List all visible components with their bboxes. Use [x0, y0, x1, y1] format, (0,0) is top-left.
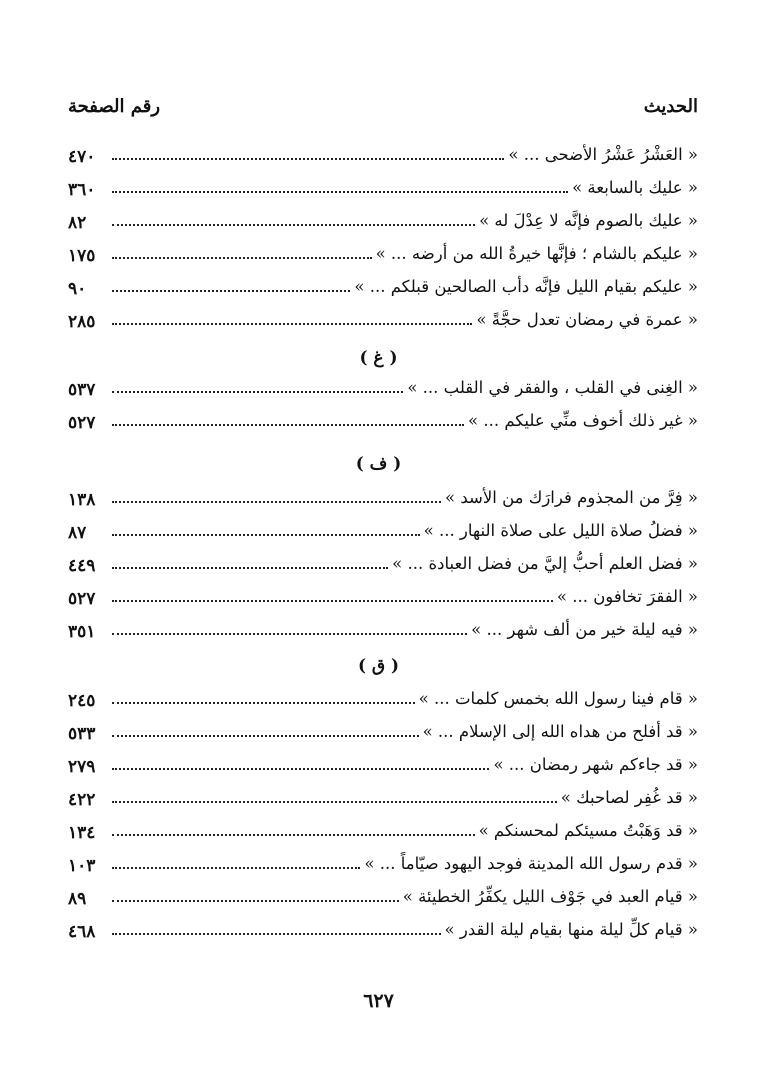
hadith-text: « عمرة في رمضان تعدل حجَّةً »: [476, 310, 698, 329]
entry-page-number: ٣٦٠: [68, 180, 96, 200]
index-entry: [68, 376, 698, 409]
entry-page-number: ١٣٨: [68, 490, 96, 510]
entry-page-number: ٣٥١: [68, 622, 96, 642]
index-entry: [68, 786, 698, 819]
hadith-text: « قد أفلح من هداه الله إلى الإسلام ... »: [422, 722, 698, 741]
dot-leader: [112, 158, 504, 160]
index-entry: [68, 852, 698, 885]
dot-leader: [112, 633, 467, 635]
index-entry: [68, 242, 698, 275]
hadith-text: « فِرَّ من المجذوم فرارَك من الأسد »: [445, 488, 698, 507]
hadith-text: « قدم رسول الله المدينة فوجد اليهود صيّاماً ... »: [364, 854, 698, 873]
hadith-column-heading: الحديث: [643, 96, 698, 117]
entry-page-number: ٥٣٧: [68, 380, 96, 400]
index-section-fa: [68, 486, 698, 651]
index-section-ghain: [68, 376, 698, 442]
dot-leader: [112, 867, 360, 869]
index-entry: [68, 618, 698, 651]
dot-leader: [112, 567, 388, 569]
index-entry: [68, 819, 698, 852]
hadith-text: « فيه ليلة خير من ألف شهر ... »: [471, 620, 698, 639]
hadith-text: « فضل العلم أحبُّ إليَّ من فضل العبادة ... »: [392, 554, 698, 573]
hadith-text: « فضلُ صلاة الليل على صلاة النهار ... »: [423, 521, 698, 540]
dot-leader: [112, 534, 420, 536]
section-letter-ghain: ( غ ): [359, 348, 398, 368]
hadith-text: « قيام كلِّ ليلة منها بقيام ليلة القدر »: [444, 920, 698, 939]
hadith-text: « قام فينا رسول الله بخمس كلمات ... »: [418, 689, 698, 708]
index-entry: [68, 885, 698, 918]
hadith-text: « عليك بالسابعة »: [572, 178, 698, 197]
entry-page-number: ٩٠: [68, 279, 87, 299]
dot-leader: [112, 600, 553, 602]
dot-leader: [112, 191, 568, 193]
entry-page-number: ٢٨٥: [68, 312, 96, 332]
entry-page-number: ٤٦٨: [68, 922, 96, 942]
hadith-text: « عليكم بقيام الليل فإنَّه دأب الصالحين قبلكم ... »: [354, 277, 698, 296]
entry-page-number: ٨٧: [68, 523, 87, 543]
dot-leader: [112, 735, 419, 737]
entry-page-number: ٤٤٩: [68, 556, 96, 576]
index-entry: [68, 275, 698, 308]
index-entry: [68, 720, 698, 753]
page-number: ٦٢٧: [363, 990, 394, 1012]
dot-leader: [112, 391, 403, 393]
page-number-column-heading: رقم الصفحة: [68, 96, 161, 117]
hadith-text: « الغِنى في القلب ، والفقر في القلب ... »: [407, 378, 698, 397]
dot-leader: [112, 768, 489, 770]
dot-leader: [112, 801, 557, 803]
entry-page-number: ١٠٣: [68, 856, 96, 876]
index-entry: [68, 519, 698, 552]
index-entry: [68, 209, 698, 242]
dot-leader: [112, 933, 441, 935]
index-entry: [68, 486, 698, 519]
dot-leader: [112, 257, 372, 259]
index-entry: [68, 409, 698, 442]
hadith-text: « قد وَهَبْتُ مسيئكم لمحسنكم »: [478, 821, 698, 840]
entry-page-number: ٥٣٣: [68, 724, 96, 744]
index-entry: [68, 753, 698, 786]
index-entry: [68, 585, 698, 618]
section-letter-fa: ( ف ): [355, 454, 402, 474]
entry-page-number: ٨٢: [68, 213, 87, 233]
hadith-text: « قد غُفِر لصاحبك »: [560, 788, 698, 807]
index-entry: [68, 308, 698, 341]
hadith-text: « قيام العبد في جَوْف الليل يكفِّرُ الخطيئة »: [402, 887, 698, 906]
dot-leader: [112, 224, 475, 226]
entry-page-number: ١٧٥: [68, 246, 96, 266]
entry-page-number: ٨٩: [68, 889, 87, 909]
entry-page-number: ٤٧٠: [68, 147, 96, 167]
dot-leader: [112, 702, 415, 704]
index-entry: [68, 918, 698, 951]
index-entry: [68, 552, 698, 585]
hadith-text: « العَشْرُ عَشْرُ الأضحى ... »: [508, 145, 698, 164]
entry-page-number: ٢٧٩: [68, 757, 96, 777]
dot-leader: [112, 501, 441, 503]
dot-leader: [112, 834, 475, 836]
index-entry: [68, 143, 698, 176]
entry-page-number: ٤٢٢: [68, 790, 96, 810]
hadith-text: « الفقرَ تخافون ... »: [556, 587, 698, 606]
index-entry: [68, 687, 698, 720]
dot-leader: [112, 323, 472, 325]
index-entry: [68, 176, 698, 209]
dot-leader: [112, 290, 350, 292]
hadith-text: « غير ذلك أخوف منِّي عليكم ... »: [468, 411, 698, 430]
index-section-qaf: [68, 687, 698, 951]
hadith-text: « قد جاءكم شهر رمضان ... »: [493, 755, 698, 774]
entry-page-number: ١٣٤: [68, 823, 96, 843]
hadith-text: « عليك بالصوم فإنَّه لا عِدْلَ له »: [479, 211, 698, 230]
entry-page-number: ٢٤٥: [68, 691, 96, 711]
dot-leader: [112, 424, 464, 426]
index-header: [68, 96, 698, 126]
index-section-ain: [68, 143, 698, 341]
entry-page-number: ٥٢٧: [68, 413, 96, 433]
section-letter-qaf: ( ق ): [357, 656, 400, 676]
dot-leader: [112, 900, 399, 902]
hadith-text: « عليكم بالشام ؛ فإنَّها خيرةُ الله من أرضه ... »: [375, 244, 698, 263]
entry-page-number: ٥٢٧: [68, 589, 96, 609]
